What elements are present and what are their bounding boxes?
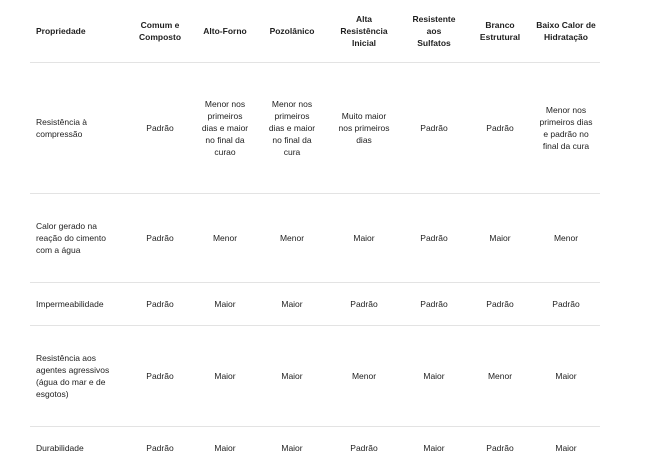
header-comum-composto: Comum e Composto [126, 0, 194, 63]
value-cell: Menor nos primeiros dias e padrão no final da cura [532, 63, 600, 194]
value-cell: Padrão [126, 283, 194, 326]
header-alto-forno: Alto-Forno [194, 0, 256, 63]
value-cell: Menor nos primeiros dias e maior no final da curao [194, 63, 256, 194]
value-cell: Padrão [126, 63, 194, 194]
property-cell: Impermeabilidade [30, 283, 126, 326]
value-cell: Muito maior nos primeiros dias [328, 63, 400, 194]
value-cell: Padrão [328, 283, 400, 326]
value-cell: Padrão [126, 194, 194, 283]
table-row [30, 326, 600, 427]
value-cell: Padrão [400, 63, 468, 194]
value-cell: Menor [256, 194, 328, 283]
value-cell: Padrão [126, 326, 194, 427]
value-cell: Padrão [400, 283, 468, 326]
value-cell: Menor [532, 194, 600, 283]
value-cell: Menor [328, 326, 400, 427]
table-row [30, 194, 600, 283]
header-row [30, 0, 600, 63]
header-branco-estrutural: Branco Estrutural [468, 0, 532, 63]
value-cell: Maior [194, 427, 256, 469]
header-alta-resistencia: Alta Resistência Inicial [328, 0, 400, 63]
value-cell: Maior [256, 326, 328, 427]
value-cell: Padrão [468, 63, 532, 194]
value-cell: Menor [194, 194, 256, 283]
header-propriedade: Propriedade [30, 0, 126, 63]
value-cell: Maior [400, 427, 468, 469]
property-cell: Durabilidade [30, 427, 126, 469]
value-cell: Padrão [468, 427, 532, 469]
value-cell: Padrão [400, 194, 468, 283]
property-cell: Calor gerado na reação do cimento com a água [30, 194, 126, 283]
value-cell: Padrão [328, 427, 400, 469]
value-cell: Maior [256, 283, 328, 326]
cement-properties-table [30, 0, 600, 469]
value-cell: Maior [256, 427, 328, 469]
value-cell: Maior [400, 326, 468, 427]
value-cell: Menor [468, 326, 532, 427]
table-row [30, 427, 600, 469]
value-cell: Padrão [468, 283, 532, 326]
table-row [30, 283, 600, 326]
value-cell: Maior [532, 427, 600, 469]
property-cell: Resistência à compressão [30, 63, 126, 194]
value-cell: Maior [532, 326, 600, 427]
header-baixo-calor: Baixo Calor de Hidratação [532, 0, 600, 63]
header-pozolanico: Pozolânico [256, 0, 328, 63]
value-cell: Maior [194, 283, 256, 326]
value-cell: Padrão [532, 283, 600, 326]
value-cell: Maior [328, 194, 400, 283]
value-cell: Maior [468, 194, 532, 283]
table-row [30, 63, 600, 194]
property-cell: Resistência aos agentes agressivos (água do mar e de esgotos) [30, 326, 126, 427]
header-resistente-sulfatos: Resistente aos Sulfatos [400, 0, 468, 63]
value-cell: Padrão [126, 427, 194, 469]
value-cell: Menor nos primeiros dias e maior no final da cura [256, 63, 328, 194]
value-cell: Maior [194, 326, 256, 427]
